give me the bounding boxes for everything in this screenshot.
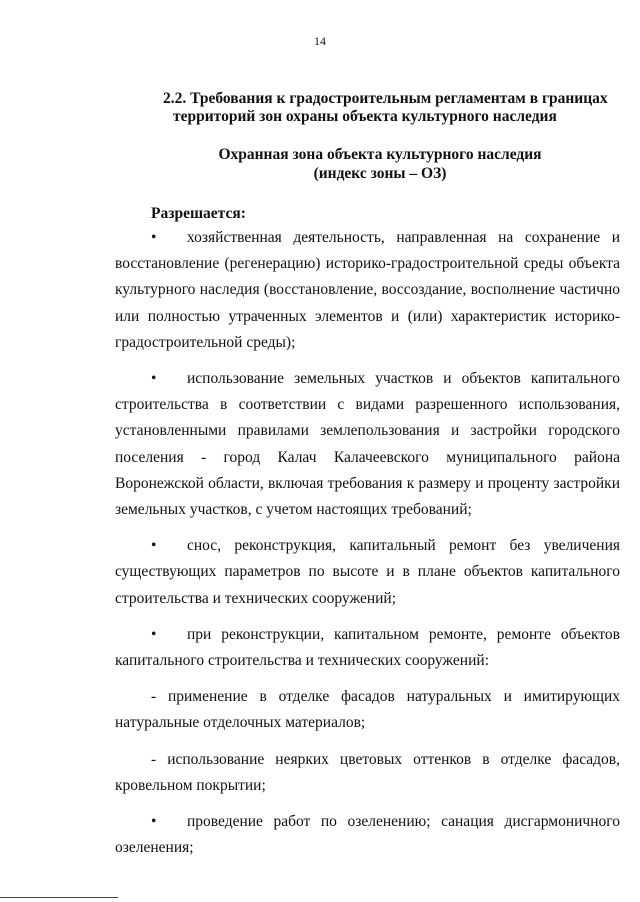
body-text xyxy=(115,225,620,871)
bullet-item-text: при реконструкции, капитальном ремонте, ремонте объектов капитального строительства и технических сооружений: xyxy=(115,625,620,670)
bullet-icon: • xyxy=(151,813,157,831)
bullet-icon: • xyxy=(151,229,157,246)
bullet-item xyxy=(115,809,620,861)
bullet-item xyxy=(115,533,620,612)
footer-rule xyxy=(0,897,118,898)
zone-title xyxy=(160,145,600,183)
bullet-item xyxy=(115,366,620,523)
bullet-item xyxy=(115,622,620,674)
bullet-icon: • xyxy=(151,625,157,643)
bullet-item-text: использование земельных участков и объектов капитального строительства в соответствии с видами разрешенного использования, установленными правилами землепользования и застройки городского поселения - город Калач Калачеевского муниципального района Воронежской области, включая требования к размеру и проценту застройки земельных участков, с учетом настоящих требований; xyxy=(115,370,620,519)
bullet-icon: • xyxy=(151,370,157,388)
section-title-line-1: 2.2. Требования к градостроительным регламентам в границах xyxy=(163,90,608,107)
allowed-heading: Разрешается: xyxy=(151,205,246,222)
page-number: 14 xyxy=(314,34,326,48)
zone-title-line-2: (индекс зоны – ОЗ) xyxy=(313,165,447,182)
section-title xyxy=(163,90,623,126)
bullet-item-text: хозяйственная деятельность, направленная на сохранение и восстановление (регенерацию) историко-градостроительной среды объекта культурного наследия (восстановление, воссоздание, восполнение частично или полностью утраченных элементов и (или) характеристик историко-градостроительной среды); xyxy=(115,229,620,351)
dash-item-text: - применение в отделке фасадов натуральных и имитирующих натуральные отделочных материалов; xyxy=(115,688,620,732)
bullet-item-text: снос, реконструкция, капитальный ремонт без увеличения существующих параметров по высоте и в плане объектов капитального строительства и технических сооружений; xyxy=(115,537,620,607)
dash-item xyxy=(115,684,620,736)
dash-item-text: - использование неярких цветовых оттенков в отделке фасадов, кровельном покрытии; xyxy=(115,750,620,794)
dash-item xyxy=(115,747,620,799)
zone-title-line-1: Охранная зона объекта культурного наследия xyxy=(218,146,542,163)
bullet-icon: • xyxy=(151,537,157,555)
bullet-item xyxy=(115,225,620,356)
section-title-line-2: территорий зон охраны объекта культурного наследия xyxy=(173,108,557,125)
bullet-item-text: проведение работ по озеленению; санация дисгармоничного озеленения; xyxy=(115,813,620,857)
